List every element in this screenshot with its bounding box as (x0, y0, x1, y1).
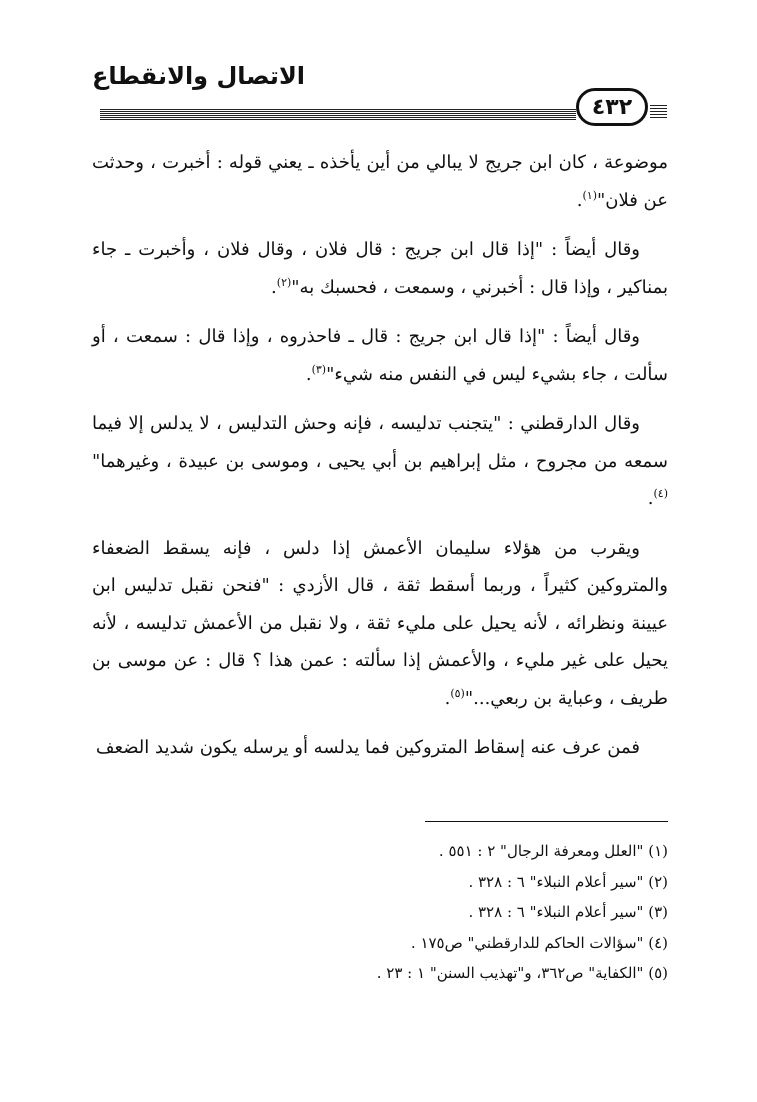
footnotes (240, 836, 668, 989)
footnote-ref: (٣) (311, 362, 327, 376)
footnote: (٤) "سؤالات الحاكم للدارقطني" ص١٧٥ . (410, 933, 668, 952)
paragraph-text: وقال أيضاً : "إذا قال ابن جريج : قال فلان ، وقال فلان ، وأخبرت ـ جاء بمناكير ، وإذا قال : أخبرني ، وسمعت ، فحسبك به" (92, 239, 668, 298)
paragraph (92, 405, 668, 518)
footnote-ref: (٥) (450, 686, 465, 700)
footnote: (١) "العلل ومعرفة الرجال" ٢ : ٥٥١ . (438, 842, 668, 860)
paragraph-tail: . (444, 687, 451, 709)
paragraph (92, 530, 668, 718)
footnote: (٥) "الكفاية" ص٣٦٢، و"تهذيب السنن" ١ : ٢٣ . (376, 964, 668, 982)
footnote-separator (425, 821, 668, 822)
footnote: (٣) "سير أعلام النبلاء" ٦ : ٣٢٨ . (468, 903, 668, 921)
paragraph (92, 729, 668, 767)
paragraph-tail: . (271, 276, 277, 298)
page-number: ٤٣٢ (576, 88, 648, 126)
paragraph-text: موضوعة ، كان ابن جريج لا يبالي من أين يأخذه ـ يعني قوله : أخبرت ، وحدثت عن فلان" (92, 152, 668, 211)
footnote: (٢) "سير أعلام النبلاء" ٦ : ٣٢٨ . (468, 872, 668, 891)
header-rule (100, 109, 576, 120)
footnote-ref: (٤) (653, 487, 668, 500)
running-title: الاتصال والانقطاع (92, 62, 306, 90)
footnote-ref: (١) (582, 188, 597, 202)
footnote-ref: (٢) (276, 275, 292, 289)
body-text (92, 144, 668, 779)
paragraph-text: وقال الدارقطني : "يتجنب تدليسه ، فإنه وحش التدليس ، لا يدلس إلا فيما سمعه من مجروح ، مثل إبراهيم بن أبي يحيى ، وموسى بن عبيدة ، وغيرهما" (92, 413, 668, 472)
paragraph-tail: . (576, 189, 583, 211)
paragraph (92, 318, 668, 393)
paragraph-text: وقال أيضاً : "إذا قال ابن جريج : قال ـ فاحذروه ، وإذا قال : سمعت ، أو سألت ، جاء بشيء ليس في النفس منه شيء" (92, 326, 668, 385)
paragraph (92, 144, 668, 219)
paragraph-tail: . (647, 488, 654, 509)
paragraph (92, 231, 668, 306)
paragraph-text: ويقرب من هؤلاء سليمان الأعمش إذا دلس ، فإنه يسقط الضعفاء والمتروكين كثيراً ، وربما أسقط ثقة ، قال الأزدي : "فنحن نقبل تدليس ابن عيينة ونظرائه ، لأنه يحيل على مليء ثقة ، ولا نقبل من الأعمش تدليسه ، لأنه يحيل على غير مليء ، والأعمش إذا سألته : عمن هذا ؟ قال : عن موسى بن طريف ، وعباية بن ربعي..." (92, 537, 668, 709)
paragraph-text: فمن عرف عنه إسقاط المتروكين فما يدلسه أو يرسله يكون شديد الضعف (95, 737, 640, 758)
paragraph-tail: . (305, 363, 312, 385)
header-rule-ornament (650, 105, 667, 118)
